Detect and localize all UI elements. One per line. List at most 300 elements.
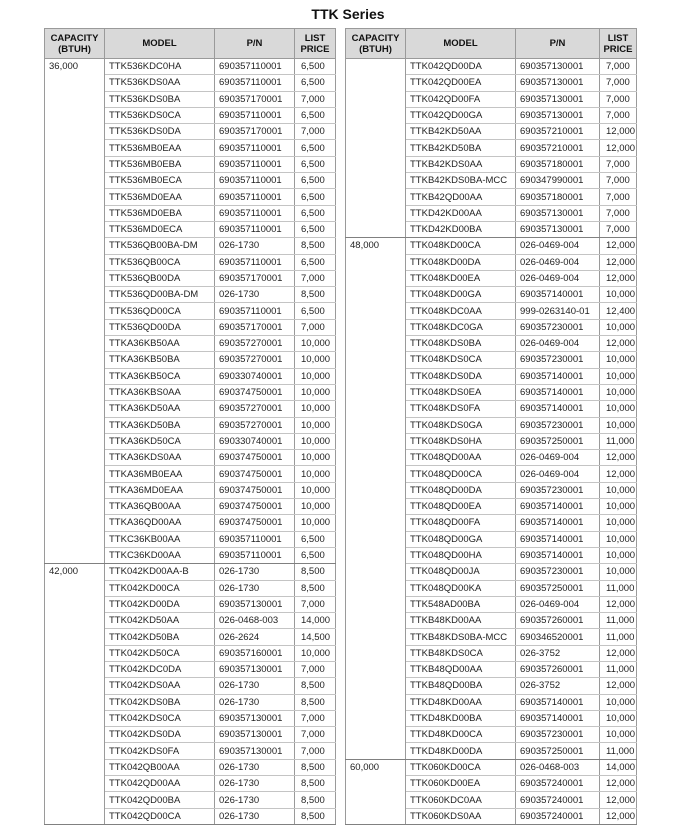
pn-cell: 690357210001	[516, 140, 600, 156]
model-cell: TTK048QD00EA	[406, 499, 516, 515]
price-cell: 11,000	[600, 661, 637, 677]
price-cell: 6,500	[295, 156, 336, 172]
model-cell: TTK048KDC0GA	[406, 319, 516, 335]
model-cell: TTKB48KD00AA	[406, 613, 516, 629]
price-cell: 12,400	[600, 303, 637, 319]
model-cell: TTK536MB0EBA	[105, 156, 215, 172]
model-cell: TTKA36KDS0AA	[105, 450, 215, 466]
model-cell: TTK536QD00CA	[105, 303, 215, 319]
price-cell: 8,500	[295, 792, 336, 808]
price-cell: 7,000	[600, 189, 637, 205]
model-cell: TTK042KDS0BA	[105, 694, 215, 710]
model-cell: TTKB42KD50BA	[406, 140, 516, 156]
price-cell: 8,500	[295, 564, 336, 580]
pn-cell: 690357170001	[215, 91, 295, 107]
price-cell: 7,000	[295, 124, 336, 140]
pn-cell: 690357240001	[516, 776, 600, 792]
pn-cell: 690357110001	[215, 156, 295, 172]
pn-cell: 690357230001	[516, 417, 600, 433]
model-cell: TTK048QD00CA	[406, 466, 516, 482]
model-cell: TTKB42KD50AA	[406, 124, 516, 140]
price-cell: 11,000	[600, 743, 637, 759]
model-cell: TTK042KDS0DA	[105, 727, 215, 743]
pn-cell: 690357260001	[516, 613, 600, 629]
model-cell: TTK048KD00DA	[406, 254, 516, 270]
model-cell: TTK048KDS0CA	[406, 352, 516, 368]
model-cell: TTK048KDC0AA	[406, 303, 516, 319]
table-row	[346, 759, 637, 775]
price-cell: 12,000	[600, 678, 637, 694]
capacity-cell	[346, 59, 406, 238]
model-cell: TTK536MB0EAA	[105, 140, 215, 156]
price-cell: 6,500	[295, 140, 336, 156]
pn-cell: 690357140001	[516, 515, 600, 531]
pn-cell: 690357250001	[516, 743, 600, 759]
pn-cell: 690357140001	[516, 694, 600, 710]
model-cell: TTK536KDS0BA	[105, 91, 215, 107]
model-cell: TTKD48KD00DA	[406, 743, 516, 759]
model-cell: TTK536QD00DA	[105, 319, 215, 335]
pn-cell: 690357110001	[215, 59, 295, 75]
model-cell: TTK060KDC0AA	[406, 792, 516, 808]
price-cell: 8,500	[295, 808, 336, 824]
model-cell: TTK042QD00GA	[406, 107, 516, 123]
price-cell: 10,000	[295, 417, 336, 433]
pn-cell: 690357130001	[516, 221, 600, 237]
pn-cell: 690346520001	[516, 629, 600, 645]
pn-cell: 690357230001	[516, 319, 600, 335]
price-cell: 7,000	[600, 107, 637, 123]
price-cell: 6,500	[295, 173, 336, 189]
price-cell: 8,500	[295, 580, 336, 596]
pn-cell: 690357130001	[516, 75, 600, 91]
pn-cell: 026-0468-003	[215, 613, 295, 629]
price-cell: 7,000	[295, 91, 336, 107]
model-cell: TTKC36KB00AA	[105, 531, 215, 547]
price-cell: 14,000	[600, 759, 637, 775]
table-row	[45, 59, 336, 75]
table-row	[346, 59, 637, 75]
pn-cell: 690347990001	[516, 173, 600, 189]
pn-cell: 690357180001	[516, 189, 600, 205]
pn-cell: 690374750001	[215, 515, 295, 531]
model-cell: TTK042KD00AA-B	[105, 564, 215, 580]
pn-cell: 690330740001	[215, 433, 295, 449]
pn-cell: 690357270001	[215, 352, 295, 368]
capacity-header: CAPACITY (BTUH)	[45, 29, 105, 59]
model-cell: TTKA36KB50CA	[105, 368, 215, 384]
model-cell: TTKD42KD00BA	[406, 221, 516, 237]
pn-cell: 690357240001	[516, 808, 600, 824]
model-cell: TTKB48KDS0BA-MCC	[406, 629, 516, 645]
model-cell: TTK536MD0EAA	[105, 189, 215, 205]
model-cell: TTK048QD00DA	[406, 482, 516, 498]
model-cell: TTKB42KDS0AA	[406, 156, 516, 172]
price-cell: 10,000	[295, 499, 336, 515]
price-cell: 6,500	[295, 189, 336, 205]
price-cell: 12,000	[600, 792, 637, 808]
price-cell: 7,000	[295, 596, 336, 612]
pn-cell: 690357140001	[516, 547, 600, 563]
model-cell: TTK048KDS0FA	[406, 401, 516, 417]
price-cell: 6,500	[295, 59, 336, 75]
model-cell: TTK042QD00BA	[105, 792, 215, 808]
model-cell: TTK048QD00AA	[406, 450, 516, 466]
model-cell: TTK536MD0ECA	[105, 221, 215, 237]
pn-cell: 690357130001	[516, 205, 600, 221]
price-cell: 10,000	[295, 433, 336, 449]
table-body-right	[346, 59, 637, 825]
pn-cell: 026-2624	[215, 629, 295, 645]
model-cell: TTK048QD00KA	[406, 580, 516, 596]
model-cell: TTKB42KDS0BA-MCC	[406, 173, 516, 189]
pn-cell: 690357110001	[215, 205, 295, 221]
model-cell: TTK536QD00BA-DM	[105, 287, 215, 303]
price-cell: 11,000	[600, 629, 637, 645]
price-cell: 6,500	[295, 107, 336, 123]
model-cell: TTK048KD00GA	[406, 287, 516, 303]
model-cell: TTK048KDS0DA	[406, 368, 516, 384]
price-cell: 6,500	[295, 205, 336, 221]
price-cell: 10,000	[600, 727, 637, 743]
pn-cell: 999-0263140-01	[516, 303, 600, 319]
pn-cell: 690357230001	[516, 352, 600, 368]
price-cell: 7,000	[295, 710, 336, 726]
price-cell: 6,500	[295, 221, 336, 237]
price-cell: 8,500	[295, 776, 336, 792]
pn-header: P/N	[516, 29, 600, 59]
price-header: LIST PRICE	[295, 29, 336, 59]
model-cell: TTK060KDS0AA	[406, 808, 516, 824]
price-cell: 10,000	[295, 645, 336, 661]
price-cell: 12,000	[600, 336, 637, 352]
price-cell: 10,000	[600, 352, 637, 368]
price-cell: 7,000	[295, 270, 336, 286]
pn-cell: 690357110001	[215, 107, 295, 123]
model-cell: TTKC36KD00AA	[105, 547, 215, 563]
pn-cell: 690357240001	[516, 792, 600, 808]
price-cell: 6,500	[295, 254, 336, 270]
pn-cell: 026-0469-004	[516, 596, 600, 612]
model-cell: TTK042KDS0FA	[105, 743, 215, 759]
capacity-cell: 60,000	[346, 759, 406, 824]
model-cell: TTK536MD0EBA	[105, 205, 215, 221]
pn-cell: 690357250001	[516, 580, 600, 596]
page-title: TTK Series	[311, 6, 385, 22]
pn-cell: 690357130001	[516, 91, 600, 107]
price-cell: 10,000	[600, 547, 637, 563]
pn-cell: 690357110001	[215, 189, 295, 205]
pn-cell: 026-1730	[215, 678, 295, 694]
model-cell: TTK042QD00EA	[406, 75, 516, 91]
model-cell: TTK060KD00CA	[406, 759, 516, 775]
price-cell: 12,000	[600, 596, 637, 612]
pn-header: P/N	[215, 29, 295, 59]
price-cell: 12,000	[600, 140, 637, 156]
price-cell: 10,000	[295, 466, 336, 482]
price-cell: 10,000	[295, 401, 336, 417]
pn-cell: 690357110001	[215, 173, 295, 189]
pn-cell: 690357130001	[516, 59, 600, 75]
model-cell: TTKB42QD00AA	[406, 189, 516, 205]
model-cell: TTK536KDC0HA	[105, 59, 215, 75]
pn-cell: 690374750001	[215, 384, 295, 400]
pn-cell: 690357140001	[516, 499, 600, 515]
price-cell: 10,000	[295, 336, 336, 352]
model-cell: TTK536QB00DA	[105, 270, 215, 286]
pn-cell: 690357110001	[215, 303, 295, 319]
price-cell: 8,500	[295, 287, 336, 303]
price-cell: 11,000	[600, 580, 637, 596]
pn-cell: 026-1730	[215, 287, 295, 303]
pn-cell: 690357110001	[215, 75, 295, 91]
table-body-left	[45, 59, 336, 825]
model-cell: TTKA36QD00AA	[105, 515, 215, 531]
price-cell: 12,000	[600, 238, 637, 254]
model-cell: TTK042QD00CA	[105, 808, 215, 824]
price-cell: 12,000	[600, 645, 637, 661]
pn-cell: 690357110001	[215, 531, 295, 547]
pn-cell: 026-3752	[516, 678, 600, 694]
model-cell: TTKB48QD00BA	[406, 678, 516, 694]
pn-cell: 690357130001	[215, 661, 295, 677]
price-cell: 10,000	[600, 368, 637, 384]
capacity-cell: 48,000	[346, 238, 406, 760]
price-cell: 10,000	[295, 368, 336, 384]
pn-cell: 690357230001	[516, 482, 600, 498]
model-cell: TTKA36QB00AA	[105, 499, 215, 515]
model-cell: TTK048KDS0GA	[406, 417, 516, 433]
model-cell: TTKD48KD00BA	[406, 710, 516, 726]
table-row	[45, 564, 336, 580]
model-cell: TTKB48QD00AA	[406, 661, 516, 677]
pn-cell: 690374750001	[215, 482, 295, 498]
pn-cell: 026-1730	[215, 238, 295, 254]
model-cell: TTKA36KB50AA	[105, 336, 215, 352]
price-cell: 10,000	[600, 482, 637, 498]
model-cell: TTKD48KD00CA	[406, 727, 516, 743]
model-cell: TTKA36KD50CA	[105, 433, 215, 449]
model-cell: TTK536MB0ECA	[105, 173, 215, 189]
price-cell: 14,500	[295, 629, 336, 645]
price-cell: 7,000	[295, 743, 336, 759]
pn-cell: 690357230001	[516, 727, 600, 743]
pn-cell: 690357140001	[516, 287, 600, 303]
price-cell: 12,000	[600, 254, 637, 270]
capacity-cell: 36,000	[45, 59, 105, 564]
model-cell: TTKA36KB50BA	[105, 352, 215, 368]
pn-cell: 690357140001	[516, 531, 600, 547]
price-table-right	[345, 28, 637, 825]
pn-cell: 690357170001	[215, 124, 295, 140]
model-cell: TTK548AD00BA	[406, 596, 516, 612]
model-cell: TTK042KDC0DA	[105, 661, 215, 677]
model-header: MODEL	[105, 29, 215, 59]
pn-cell: 690357140001	[516, 710, 600, 726]
price-cell: 10,000	[295, 482, 336, 498]
price-cell: 11,000	[600, 613, 637, 629]
pn-cell: 690357140001	[516, 384, 600, 400]
pn-cell: 690357160001	[215, 645, 295, 661]
model-cell: TTK048QD00GA	[406, 531, 516, 547]
price-cell: 12,000	[600, 808, 637, 824]
pn-cell: 026-0469-004	[516, 270, 600, 286]
price-cell: 8,500	[295, 759, 336, 775]
capacity-header: CAPACITY (BTUH)	[346, 29, 406, 59]
price-cell: 12,000	[600, 776, 637, 792]
model-cell: TTK060KD00EA	[406, 776, 516, 792]
model-cell: TTK042KD00CA	[105, 580, 215, 596]
model-cell: TTK536KDS0DA	[105, 124, 215, 140]
model-cell: TTK042QD00AA	[105, 776, 215, 792]
price-cell: 10,000	[295, 515, 336, 531]
pn-cell: 690357110001	[215, 254, 295, 270]
pn-cell: 690357110001	[215, 221, 295, 237]
price-cell: 10,000	[600, 499, 637, 515]
model-cell: TTKD48KD00AA	[406, 694, 516, 710]
price-cell: 12,000	[600, 124, 637, 140]
price-header: LIST PRICE	[600, 29, 637, 59]
price-cell: 10,000	[600, 710, 637, 726]
pn-cell: 026-1730	[215, 564, 295, 580]
price-cell: 10,000	[600, 319, 637, 335]
price-cell: 10,000	[600, 401, 637, 417]
pn-cell: 690357130001	[215, 596, 295, 612]
price-cell: 10,000	[600, 287, 637, 303]
pn-cell: 690357110001	[215, 547, 295, 563]
model-cell: TTK042KD50AA	[105, 613, 215, 629]
pn-cell: 690357270001	[215, 336, 295, 352]
pn-cell: 026-0468-003	[516, 759, 600, 775]
price-cell: 10,000	[295, 450, 336, 466]
pn-cell: 690330740001	[215, 368, 295, 384]
model-cell: TTK536QB00CA	[105, 254, 215, 270]
price-cell: 10,000	[600, 417, 637, 433]
price-cell: 7,000	[600, 173, 637, 189]
model-cell: TTK048QD00FA	[406, 515, 516, 531]
model-cell: TTK042KD00DA	[105, 596, 215, 612]
model-cell: TTK048QD00JA	[406, 564, 516, 580]
pn-cell: 026-0469-004	[516, 254, 600, 270]
price-cell: 12,000	[600, 466, 637, 482]
model-cell: TTKA36KD50AA	[105, 401, 215, 417]
pn-cell: 026-3752	[516, 645, 600, 661]
price-cell: 6,500	[295, 75, 336, 91]
model-cell: TTKB48KDS0CA	[406, 645, 516, 661]
pn-cell: 026-0469-004	[516, 450, 600, 466]
pn-cell: 690357170001	[215, 319, 295, 335]
pn-cell: 690357130001	[215, 727, 295, 743]
pn-cell: 026-0469-004	[516, 238, 600, 254]
price-cell: 10,000	[600, 384, 637, 400]
pn-cell: 026-1730	[215, 792, 295, 808]
model-cell: TTK042KD50BA	[105, 629, 215, 645]
model-cell: TTK042KDS0CA	[105, 710, 215, 726]
price-cell: 10,000	[600, 564, 637, 580]
price-cell: 6,500	[295, 547, 336, 563]
price-cell: 7,000	[295, 727, 336, 743]
model-cell: TTK048KDS0BA	[406, 336, 516, 352]
price-cell: 12,000	[600, 270, 637, 286]
pn-cell: 026-1730	[215, 580, 295, 596]
pn-cell: 690357270001	[215, 417, 295, 433]
model-cell: TTK042QB00AA	[105, 759, 215, 775]
capacity-cell: 42,000	[45, 564, 105, 825]
price-cell: 8,500	[295, 694, 336, 710]
price-cell: 7,000	[600, 156, 637, 172]
pn-cell: 690374750001	[215, 499, 295, 515]
model-cell: TTK042KDS0AA	[105, 678, 215, 694]
pn-cell: 690357130001	[215, 710, 295, 726]
price-cell: 7,000	[600, 91, 637, 107]
pn-cell: 690357180001	[516, 156, 600, 172]
pn-cell: 690357130001	[215, 743, 295, 759]
pn-cell: 690374750001	[215, 466, 295, 482]
price-cell: 7,000	[295, 661, 336, 677]
pn-cell: 690374750001	[215, 450, 295, 466]
pn-cell: 690357250001	[516, 433, 600, 449]
pn-cell: 690357230001	[516, 564, 600, 580]
model-cell: TTK048QD00HA	[406, 547, 516, 563]
price-cell: 10,000	[600, 694, 637, 710]
pn-cell: 690357140001	[516, 401, 600, 417]
price-table-left	[44, 28, 336, 825]
pn-cell: 690357270001	[215, 401, 295, 417]
price-cell: 11,000	[600, 433, 637, 449]
price-cell: 7,000	[600, 75, 637, 91]
model-header: MODEL	[406, 29, 516, 59]
price-cell: 10,000	[295, 384, 336, 400]
price-cell: 14,000	[295, 613, 336, 629]
pn-cell: 690357210001	[516, 124, 600, 140]
model-cell: TTKA36MD0EAA	[105, 482, 215, 498]
price-cell: 10,000	[295, 352, 336, 368]
model-cell: TTKA36KD50BA	[105, 417, 215, 433]
pn-cell: 690357110001	[215, 140, 295, 156]
pn-cell: 026-1730	[215, 808, 295, 824]
pn-cell: 026-1730	[215, 759, 295, 775]
price-cell: 8,500	[295, 678, 336, 694]
price-cell: 6,500	[295, 531, 336, 547]
price-cell: 12,000	[600, 450, 637, 466]
model-cell: TTK536QB00BA-DM	[105, 238, 215, 254]
pn-cell: 026-0469-004	[516, 466, 600, 482]
pn-cell: 026-1730	[215, 776, 295, 792]
model-cell: TTK048KDS0HA	[406, 433, 516, 449]
pn-cell: 690357170001	[215, 270, 295, 286]
table-header-row	[45, 29, 336, 59]
table-row	[346, 238, 637, 254]
pn-cell: 690357260001	[516, 661, 600, 677]
price-cell: 10,000	[600, 515, 637, 531]
model-cell: TTK048KD00EA	[406, 270, 516, 286]
pn-cell: 690357140001	[516, 368, 600, 384]
model-cell: TTK536KDS0CA	[105, 107, 215, 123]
table-header-row	[346, 29, 637, 59]
price-cell: 7,000	[600, 221, 637, 237]
price-cell: 6,500	[295, 303, 336, 319]
price-cell: 7,000	[600, 59, 637, 75]
pn-cell: 026-1730	[215, 694, 295, 710]
model-cell: TTKA36MB0EAA	[105, 466, 215, 482]
pn-cell: 026-0469-004	[516, 336, 600, 352]
price-cell: 7,000	[295, 319, 336, 335]
model-cell: TTK536KDS0AA	[105, 75, 215, 91]
model-cell: TTKD42KD00AA	[406, 205, 516, 221]
model-cell: TTKA36KBS0AA	[105, 384, 215, 400]
model-cell: TTK048KD00CA	[406, 238, 516, 254]
model-cell: TTK048KDS0EA	[406, 384, 516, 400]
